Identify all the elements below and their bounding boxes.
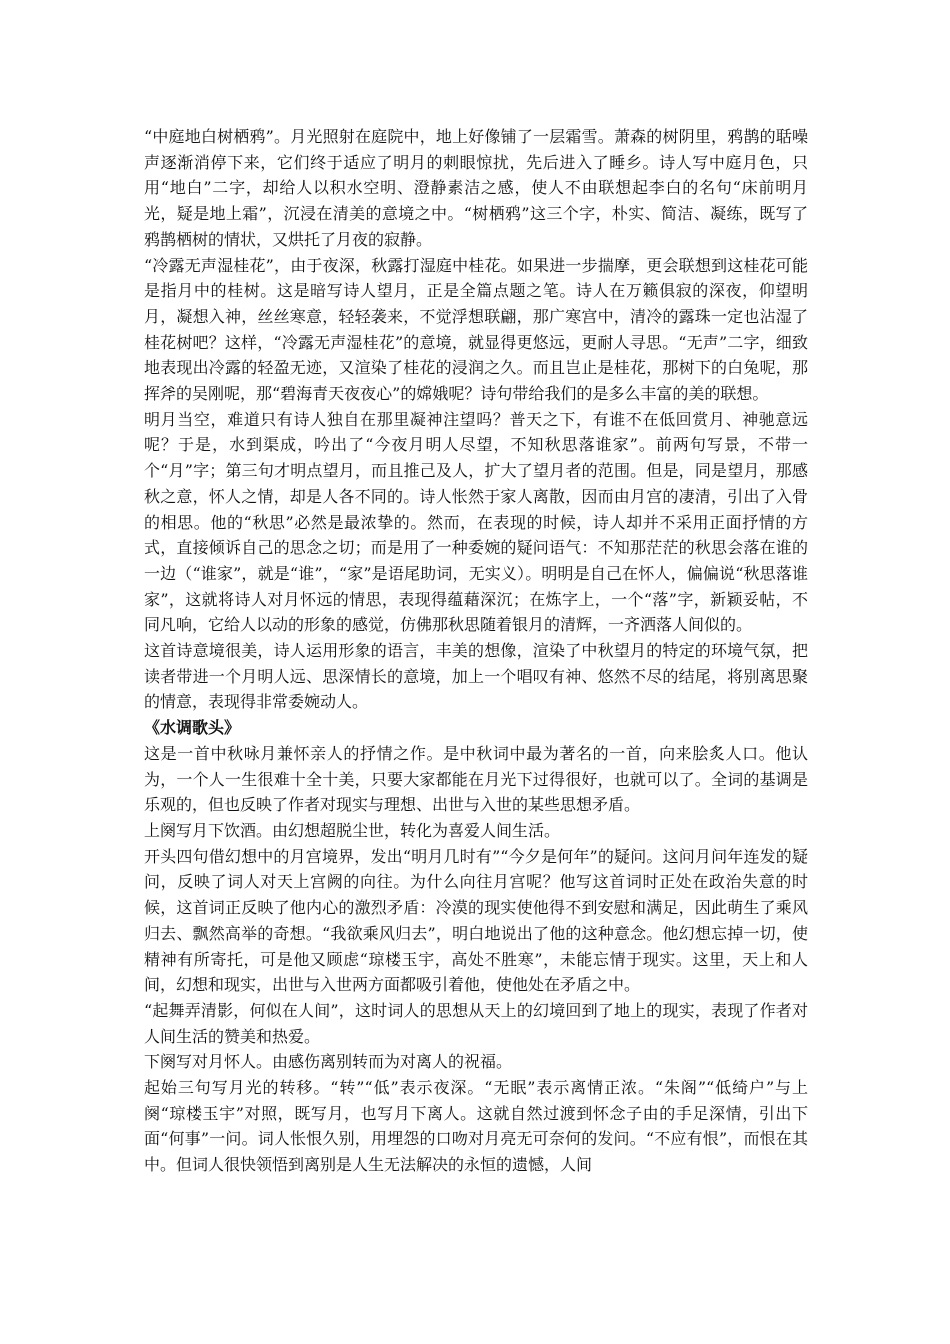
paragraph: 上阕写月下饮酒。由幻想超脱尘世，转化为喜爱人间生活。 [144, 820, 561, 840]
document-body [144, 124, 808, 1178]
paragraph: 下阕写对月怀人。由感伤离别转而为对离人的祝福。 [144, 1052, 513, 1072]
paragraph: “中庭地白树栖鸦”。月光照射在庭院中，地上好像铺了一层霜雪。萧森的树阴里，鸦鹊的聒噪声逐渐消停下来，它们终于适应了明月的刺眼惊扰，先后进入了睡乡。诗人写中庭月色，只用“地白”二字，却给人以积水空明、澄静素洁之感，使人不由联想起李白的名句“床前明月光，疑是地上霜”，沉浸在清美的意境之中。“树栖鸦”这三个字，朴实、简洁、凝练，既写了鸦鹊栖树的情状，又烘托了月夜的寂静。 [144, 127, 808, 249]
paragraph: 这是一首中秋咏月兼怀亲人的抒情之作。是中秋词中最为著名的一首，向来脍炙人口。他认为，一个人一生很难十全十美，只要大家都能在月光下过得很好，也就可以了。全词的基调是乐观的，但也反映了作者对现实与理想、出世与入世的某些思想矛盾。 [144, 743, 808, 815]
paragraph: 开头四句借幻想中的月宫境界，发出“明月几时有”“今夕是何年”的疑问。这问月问年连发的疑问，反映了词人对天上宫阙的向往。为什么向往月宫呢？他写这首词时正处在政治失意的时候，这首词正反映了他内心的激烈矛盾：冷漠的现实使他得不到安慰和满足，因此萌生了乘风归去、飘然高举的奇想。“我欲乘风归去”，明白地说出了他的这种意念。他幻想忘掉一切，使精神有所寄托，可是他又顾虑“琼楼玉宇，高处不胜寒”，未能忘情于现实。这里，天上和人间，幻想和现实，出世与入世两方面都吸引着他，使他处在矛盾之中。 [144, 846, 808, 995]
paragraph: “起舞弄清影，何似在人间”，这时词人的思想从天上的幻境回到了地上的现实，表现了作者对人间生活的赞美和热爱。 [144, 1000, 808, 1046]
paragraph: 这首诗意境很美，诗人运用形象的语言，丰美的想像，渲染了中秋望月的特定的环境气氛，把读者带进一个月明人远、思深情长的意境，加上一个唱叹有神、悠然不尽的结尾，将别离思聚的情意，表现得非常委婉动人。 [144, 641, 808, 712]
paragraph: 起始三句写月光的转移。“转”“低”表示夜深。“无眠”表示离情正浓。“朱阁”“低绮户”与上阕“琼楼玉宇”对照，既写月，也写月下离人。这就自然过渡到怀念子由的手足深情，引出下面“何事”一问。词人怅恨久别，用埋怨的口吻对月亮无可奈何的发问。“不应有恨”，而恨在其中。但词人很快领悟到离别是人生无法解决的永恒的遗憾，人间 [144, 1078, 808, 1175]
paragraph: “冷露无声湿桂花”，由于夜深，秋露打湿庭中桂花。如果进一步揣摩，更会联想到这桂花可能是指月中的桂树。这是暗写诗人望月，正是全篇点题之笔。诗人在万籁俱寂的深夜，仰望明月，凝想入神，丝丝寒意，轻轻袭来，不觉浮想联翩，那广寒宫中，清冷的露珠一定也沾湿了桂花树吧？这样，“冷露无声湿桂花”的意境，就显得更悠远，更耐人寻思。“无声”二字，细致地表现出冷露的轻盈无迹，又渲染了桂花的浸润之久。而且岂止是桂花，那树下的白兔呢，那挥斧的吴刚呢，那“碧海青天夜夜心”的嫦娥呢？诗句带给我们的是多么丰富的美的联想。 [144, 255, 808, 404]
section-heading: 《水调歌头》 [144, 718, 241, 738]
paragraph: 明月当空，难道只有诗人独自在那里凝神注望吗？普天之下，有谁不在低回赏月、神驰意远呢？于是，水到渠成，吟出了“今夜月明人尽望，不知秋思落谁家”。前两句写景，不带一个“月”字；第三句才明点望月，而且推己及人，扩大了望月者的范围。但是，同是望月，那感秋之意，怀人之情，却是人各不同的。诗人怅然于家人离散，因而由月宫的凄清，引出了入骨的相思。他的“秋思”必然是最浓挚的。然而，在表现的时候，诗人却并不采用正面抒情的方式，直接倾诉自己的思念之切；而是用了一种委婉的疑问语气：不知那茫茫的秋思会落在谁的一边（“谁家”，就是“谁”，“家”是语尾助词，无实义）。明明是自己在怀人，偏偏说“秋思落谁家”，这就将诗人对月怀远的情思，表现得蕴藉深沉；在炼字上，一个“落”字，新颖妥帖，不同凡响，它给人以动的形象的感觉，仿佛那秋思随着银月的清辉，一齐洒落人间似的。 [144, 409, 808, 635]
